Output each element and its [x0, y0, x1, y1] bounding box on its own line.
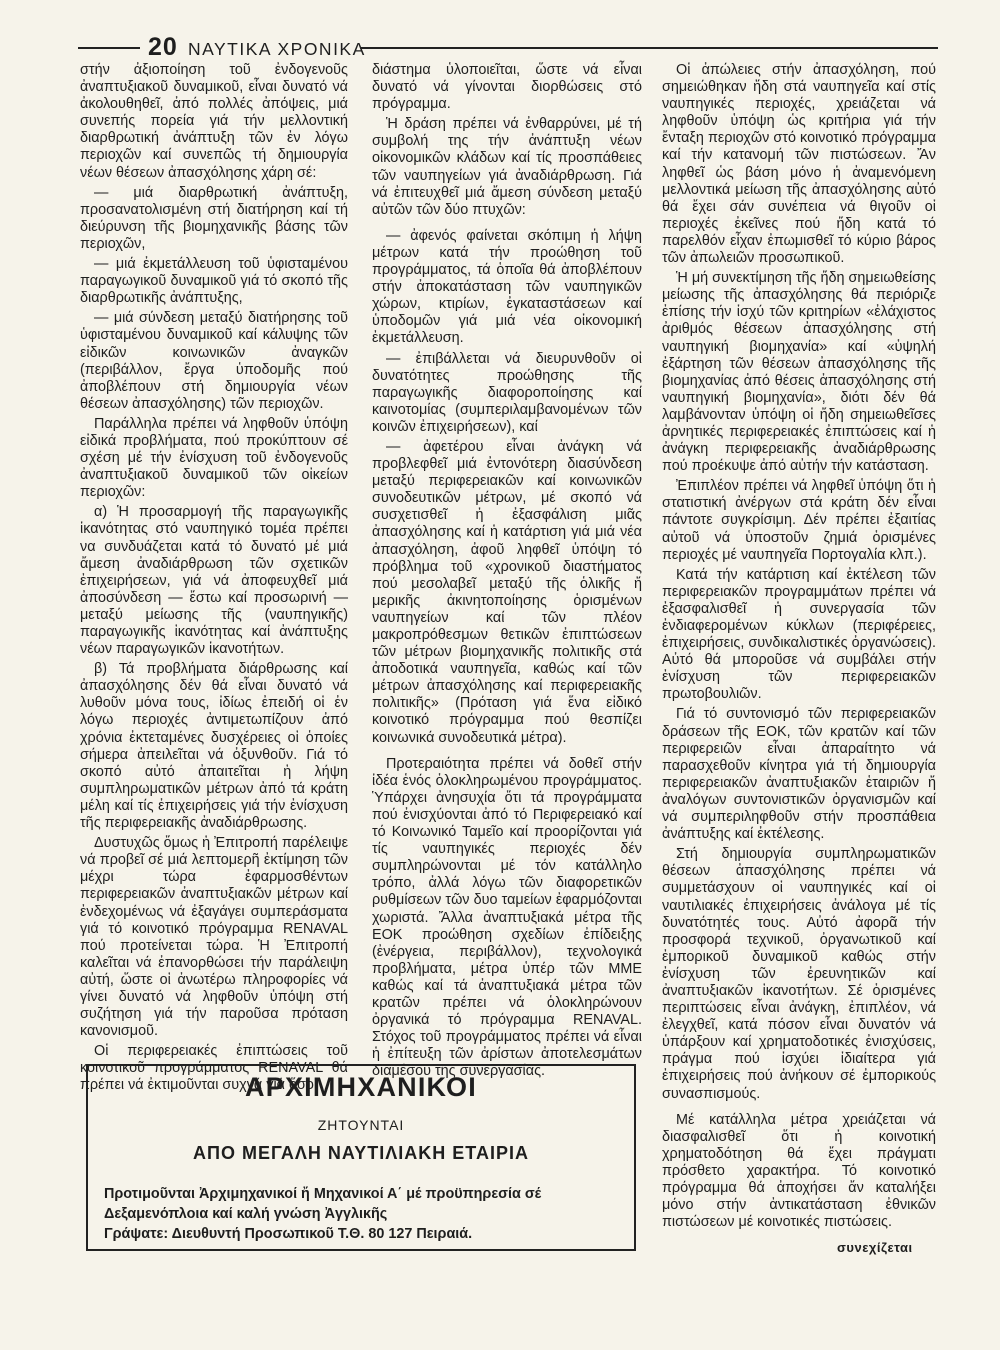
ad-contact-line: Γράψατε: Διευθυντή Προσωπικοῦ Τ.Θ. 80 127 Πειραιά.	[104, 1226, 473, 1242]
page-header	[78, 34, 938, 62]
paragraph: — μιά ἐκμετάλλευση τοῦ ὑφισταμένου παραγωγικοῦ δυναμικοῦ γιά τό σκοπό τῆς διαρθρωτικῆς ἀνάπτυξης,	[80, 256, 348, 307]
paragraph: — ἀφενός φαίνεται σκόπιμη ἡ λήψη μέτρων κατά τήν προώθηση τοῦ προγράμματος, τά ὁποῖα θά ἀποβλέπουν στήν ἀποκατάσταση τῶν ναυπηγικῶν χώρων, κτιρίων, ἐγκαταστάσεων καί ὑποδομῶν γιά μιά νέα οἰκονομική ἐκμετάλλευση.	[372, 227, 642, 347]
paragraph: Ἡ μή συνεκτίμηση τῆς ἤδη σημειωθείσης μείωσης τῆς ἀπασχόλησης θά περιόριζε ἐπίσης τήν ἰσχύ τῶν κριτηρίων «ἐλάχιστος ἀριθμός θέσεων ἀπασχόλησης στή ναυπηγική βιομηχανία» καί «ὑψηλή ἐξάρτηση τῶν θέσεων ἀπασχόλησης τῆς βιομηχανίας ἀπό θέσεις ἀπασχόλησης στή ναυπηγική βιομηχανία», διότι δέν θά λαμβάνονταν ὑπόψη οἱ ἤδη σημειωθεῖσες ἀρνητικές περιφερειακές ἐπιπτώσεις καί ἡ ἀνάγκη περιφερειακῆς ἀναδιάρθρωσης πού προέκυψε ἀπό αὐτήν τήν κατάσταση.	[662, 270, 936, 475]
ad-body-line: Προτιμοῦνται Ἀρχιμηχανικοί ἤ Μηχανικοί Α΄ μέ προϋπηρεσία σέ Δεξαμενόπλοια καί καλή γνώση Ἀγγλικῆς	[104, 1186, 542, 1222]
job-advertisement	[86, 1064, 636, 1251]
article-column-2	[372, 62, 642, 1080]
header-rule-right	[360, 47, 938, 49]
article-column-1	[80, 62, 348, 1094]
paragraph: α) Ἡ προσαρμογή τῆς παραγωγικῆς ἱκανότητας στό ναυπηγικό τομέα πρέπει να συνδυάζεται κατά τό δυνατό μέ μιά ἄμεση ἀναδιάρθρωση τῶν σχετικῶν ἐπιχειρήσεων, γιά νά ἀποφευχθεῖ μιά ἀποσύνδεση — ἔστω καί προσωρινή — μεταξύ μείωσης τῆς (ναυπηγικῆς) παραγωγικῆς ἱκανότητας καί ἀνάπτυξης νέων παραγωγικῶν ἱκανοτήτων.	[80, 504, 348, 658]
paragraph: Δυστυχῶς ὅμως ἡ Ἐπιτροπή παρέλειψε νά προβεῖ σέ μιά λεπτομερῆ ἐκτίμηση τῶν μέχρι τώρα ἐφαρμοσθέντων περιφερειακῶν ἀναπτυξιακῶν μέτρων καί ἐνδεχομένως νά ἐξαγάγει συμπεράσματα γιά τό κοινοτικό πρόγραμμα RENAVAL πού προτείνεται τώρα. Ἡ Ἐπιτροπή καλεῖται νά ἐπανορθώσει τήν παράλειψη αὐτή, ὥστε οἱ ἀνωτέρω πληροφορίες νά γίνει δυνατό νά ληφθοῦν ὑπόψη στή συζήτηση γιά τήν παροῦσα πρόταση κανονισμοῦ.	[80, 835, 348, 1040]
header-rule-left	[78, 47, 140, 49]
paragraph: Οἱ ἀπώλειες στήν ἀπασχόληση, πού σημειώθηκαν ἤδη στά ναυπηγεῖα καί στίς ναυπηγικές περιοχές, χρειάζεται νά ληφθοῦν ὑπόψη ὡς κριτήρια γιά τήν ἔνταξη περιοχῶν στό κοινοτικό πρόγραμμα καί τήν κατανομή τῶν πιστώσεων. Ἄν ληφθεῖ ὡς βάση μόνο ἡ ἀναμενόμενη μελλοντικά μείωση τῆς ἀπασχόλησης αὐτό θά ἔχει σάν συνέπεια νά θιγοῦν οἱ περιοχές ἐκεῖνες πού ἤδη κατά τό παρελθόν εἶχαν ἐπωμισθεῖ τό κύριο βάρος τῶν ἀπωλειῶν προσωπικοῦ.	[662, 62, 936, 267]
paragraph: Γιά τό συντονισμό τῶν περιφερειακῶν δράσεων τῆς ΕΟΚ, τῶν κρατῶν καί τῶν περιφερειῶν εἶναι ἀπαραίτητο νά παρασχεθοῦν κίνητρα γιά τή δημιουργία περιφερειακῶν ἀναπτυξιακῶν ἑταιριῶν ἤ ἀναλόγων συντονιστικῶν ὀργανισμῶν καί νά συμπεριληφθοῦν στήν προσπάθεια ἀνάπτυξης καί ἐκτέλεσης.	[662, 706, 936, 843]
ad-body	[104, 1184, 616, 1244]
paragraph: στήν ἀξιοποίηση τοῦ ἐνδογενοῦς ἀναπτυξιακοῦ δυναμικοῦ, εἶναι δυνατό νά ἀκολουθηθεῖ, ἀπό πολλές ἀπόψεις, μιά συνεπής πορεία γιά τήν μελλοντική διαρθρωτική ἀνάπτυξη τῶν ἐν λόγω περιοχῶν καί συνεπῶς τή δημιουργία νέων θέσεων ἀπασχόλησης χάρη σέ:	[80, 62, 348, 181]
paragraph: — μιά σύνδεση μεταξύ διατήρησης τοῦ ὑφισταμένου δυναμικοῦ καί κάλυψης τῶν εἰδικῶν κοινωνικῶν ἀναγκῶν (περιβάλλον, ἔργα ὑποδομῆς πού ἀποβλέπουν στή δημιουργία νέων θέσεων ἀπασχόλησης) τῶν περιοχῶν.	[80, 310, 348, 412]
ad-company: ΑΠΟ ΜΕΓΑΛΗ ΝΑΥΤΙΛΙΑΚΗ ΕΤΑΙΡΙΑ	[193, 1143, 529, 1163]
paragraph: Ἐπιπλέον πρέπει νά ληφθεῖ ὑπόψη ὅτι ἡ στατιστική ἀνέργων στά κράτη δέν εἶναι πάντοτε συγκρίσιμη. Δέν πρέπει ἐξαιτίας αὐτοῦ νά ὑποστοῦν ζημιά ὁρισμένες περιοχές μέ ναυπηγεῖα Πορτογαλία κλπ.).	[662, 478, 936, 563]
ad-subtitle: ΖΗΤΟΥΝΤΑΙ	[317, 1117, 405, 1133]
paragraph: Μέ κατάλληλα μέτρα χρειάζεται νά διασφαλισθεῖ ὅτι ἡ κοινοτική χρηματοδότηση θά ἔχει πράγματι πρόσθετο χαρακτήρα. Τό κοινοτικό πρόγραμμα θά ἀποχήσει ἄν καταλήξει μόνο στήν ἀντικατάσταση ἐθνικῶν πιστώσεων μέ κοινοτικές πιστώσεις.	[662, 1111, 936, 1231]
paragraph: Στή δημιουργία συμπληρωματικῶν θέσεων ἀπασχόλησης πρέπει νά συμμετάσχουν οἱ ναυπηγικές καί οἱ ναυτιλιακές ἐπιχειρήσεις ἀνάλογα μέ τίς δυνατότητές τους. Αὐτό ἀφορᾶ τήν προσφορά τεχνικοῦ, ὀργανωτικοῦ καί ἐμπορικοῦ δυναμικοῦ καθώς στήν ἐνίσχυση τῶν ἐρευνητικῶν καί ἀναπτυξιακῶν ἱκανοτήτων. Σέ ὁρισμένες περιπτώσεις εἶναι ἀνάγκη, ἐπιπλέον, νά ἐλεγχθεῖ, κατά πόσον εἶναι δυνατόν νά ὑπάρξουν καί χρηματοδοτικές ἐνισχύσεις, πράγμα πού ἰσχύει ἰδιαίτερα γιά ἐπιχειρήσεις πού ἀνήκουν σέ ἐμπορικούς συνασπισμούς.	[662, 846, 936, 1102]
paragraph: — ἐπιβάλλεται νά διευρυνθοῦν οἱ δυνατότητες προώθησης τῆς παραγωγικῆς διαφοροποίησης καί καινοτομίας (συμπεριλαμβανομένων τῶν κοινῶν ἐπιχειρήσεων), καί	[372, 350, 642, 435]
article-column-3	[662, 62, 936, 1274]
paragraph: Προτεραιότητα πρέπει νά δοθεῖ στήν ἰδέα ἑνός ὁλοκληρωμένου προγράμματος. Ὑπάρχει ἀνησυχία ὅτι τά προγράμματα πού ἐνισχύονται ἀπό τό Περιφερειακό καί τό Κοινωνικό Ταμεῖο καί προορίζονται γιά τίς ναυπηγικές περιοχές δέν συμπληρώνονται μέ τόν κατάλληλο τρόπο, ἀλλά λόγω τῶν διαφορετικῶν ρυθμίσεων τῶν δυο ταμείων ἐφαρμόζονται χωριστά. Ἄλλα ἀναπτυξιακά μέτρα τῆς ΕΟΚ προώθηση σχεδίων ἐπίδειξης (ἐνέργεια, περιβάλλον), τεχνολογικά προβλήματα, μέτρα ὑπέρ τῶν ΜΜΕ καθώς καί τά ἀναπτυξιακά μέτρα τῶν κρατῶν πρέπει νά ὁλοκληρώνουν ὀργανικά τό πρόγραμμα RENAVAL. Στόχος τοῦ προγράμματος πρέπει νά εἶναι ἡ ἐπίτευξη τῶν ἀρίστων ἀποτελεσμάτων διαμέσου τῆς συνεργασίας.	[372, 755, 642, 1080]
paragraph: Παράλληλα πρέπει νά ληφθοῦν ὑπόψη εἰδικά προβλήματα, πού προκύπτουν σέ σχέση μέ τήν ἐνίσχυση τοῦ ἐνδογενοῦς ἀναπτυξιακοῦ δυναμικοῦ τῶν οἰκείων περιοχῶν:	[80, 415, 348, 501]
paragraph: Ἡ δράση πρέπει νά ἐνθαρρύνει, μέ τή συμβολή της τήν ἀνάπτυξη νέων οἰκονομικῶν κλάδων καί τίς προσπάθειες τῶν ναυπηγείων γιά ἀναδιάρθρωση. Γιά νά ἐπιτευχθεῖ μιά ἄμεση σύνδεση μεταξύ αὐτῶν τῶν δύο πτυχῶν:	[372, 116, 642, 218]
page-number: 20	[148, 33, 178, 61]
paragraph: διάστημα ὑλοποιεῖται, ὥστε νά εἶναι δυνατό νά γίνονται διορθώσεις στό πρόγραμμα.	[372, 62, 642, 113]
paragraph: — ἀφετέρου εἶναι ἀνάγκη νά προβλεφθεῖ μιά ἐντονότερη διασύνδεση μεταξύ περιφερειακῶν καί κοινωνικῶν συνοδευτικῶν μέτρων, μέ σκοπό νά συσχετισθεῖ ἡ ἐξασφάλιση μιᾶς ἀπασχόλησης καί ἡ κατάρτιση γιά μιά νέα ἀπασχόληση, ἀφοῦ ληφθεῖ ὑπόψη τό πρόβλημα τοῦ «χρονικοῦ διαστήματος πού μεσολαβεῖ μεταξύ τῆς ὁλικῆς ἤ μερικῆς ἀκινητοποίησης ὁρισμένων ναυπηγείων καί τῶν πλέον μακροπρόθεσμων θετικῶν ἐπιπτώσεων τῶν μέτρων βιομηχανικῆς πολιτικῆς στά ἀποδοτικά ναυπηγεῖα, καθώς καί τῶν μέτρων ἀπασχόλησης καί περιφερειακῆς πολιτικῆς» (Πρόταση γιά ἕνα εἰδικό κοινοτικό πρόγραμμα πού θεσπίζει κοινωνικά συνοδευτικά μέτρα).	[372, 438, 642, 746]
continued-note: συνεχίζεται	[837, 1240, 913, 1255]
paragraph: β) Τά προβλήματα διάρθρωσης καί ἀπασχόλησης δέν θά εἶναι δυνατό νά λυθοῦν μόνα τους, ἰδίως ἐπειδή οἱ ἐν λόγω περιοχές ἀντιμετωπίζουν ἀπό χρόνια ἐκτεταμένες δυσχέρειες οἱ ὁποίες σήμερα ἀπειλεῖται νά ὀξυνθοῦν. Γιά τό σκοπό αὐτό ἀπαιτεῖται ἡ λήψη συμπληρωματικῶν μέτρων ἀπό τά κράτη μέλη καί τίς ἐπιχειρήσεις γιά τήν ἐνίσχυση τῆς περιφερειακῆς ἀναδιάρθρωσης.	[80, 661, 348, 832]
magazine-title: ΝΑΥΤΙΚΑ ΧΡΟΝΙΚΑ	[188, 39, 366, 59]
ad-title: ΑΡΧΙΜΗΧΑΝΙΚΟΙ	[245, 1072, 477, 1102]
paragraph: — μιά διαρθρωτική ἀνάπτυξη, προσανατολισμένη στή διατήρηση καί τή διεύρυνση τῆς βιομηχανικῆς βάσης τῶν περιοχῶν,	[80, 184, 348, 252]
paragraph: Κατά τήν κατάρτιση καί ἐκτέλεση τῶν περιφερειακῶν προγραμμάτων πρέπει νά ἐξασφαλισθεῖ ἡ συνεργασία τῶν ἐνδιαφερομένων κύκλων (περιφέρειες, ἐπιχειρήσεις, συνδικαλιστικές ὀργανώσεις). Αὐτό θά μποροῦσε νά συμβάλει στήν ἐνίσχυση τῶν περιφερειακῶν πρωτοβουλιῶν.	[662, 566, 936, 703]
paragraph: Οἱ περιφερειακές ἐπιπτώσεις τοῦ κοινοτικοῦ προγράμματος RENAVAL θά πρέπει νά ἐκτιμοῦνται συχνά γιά ὅσο	[80, 1043, 348, 1094]
